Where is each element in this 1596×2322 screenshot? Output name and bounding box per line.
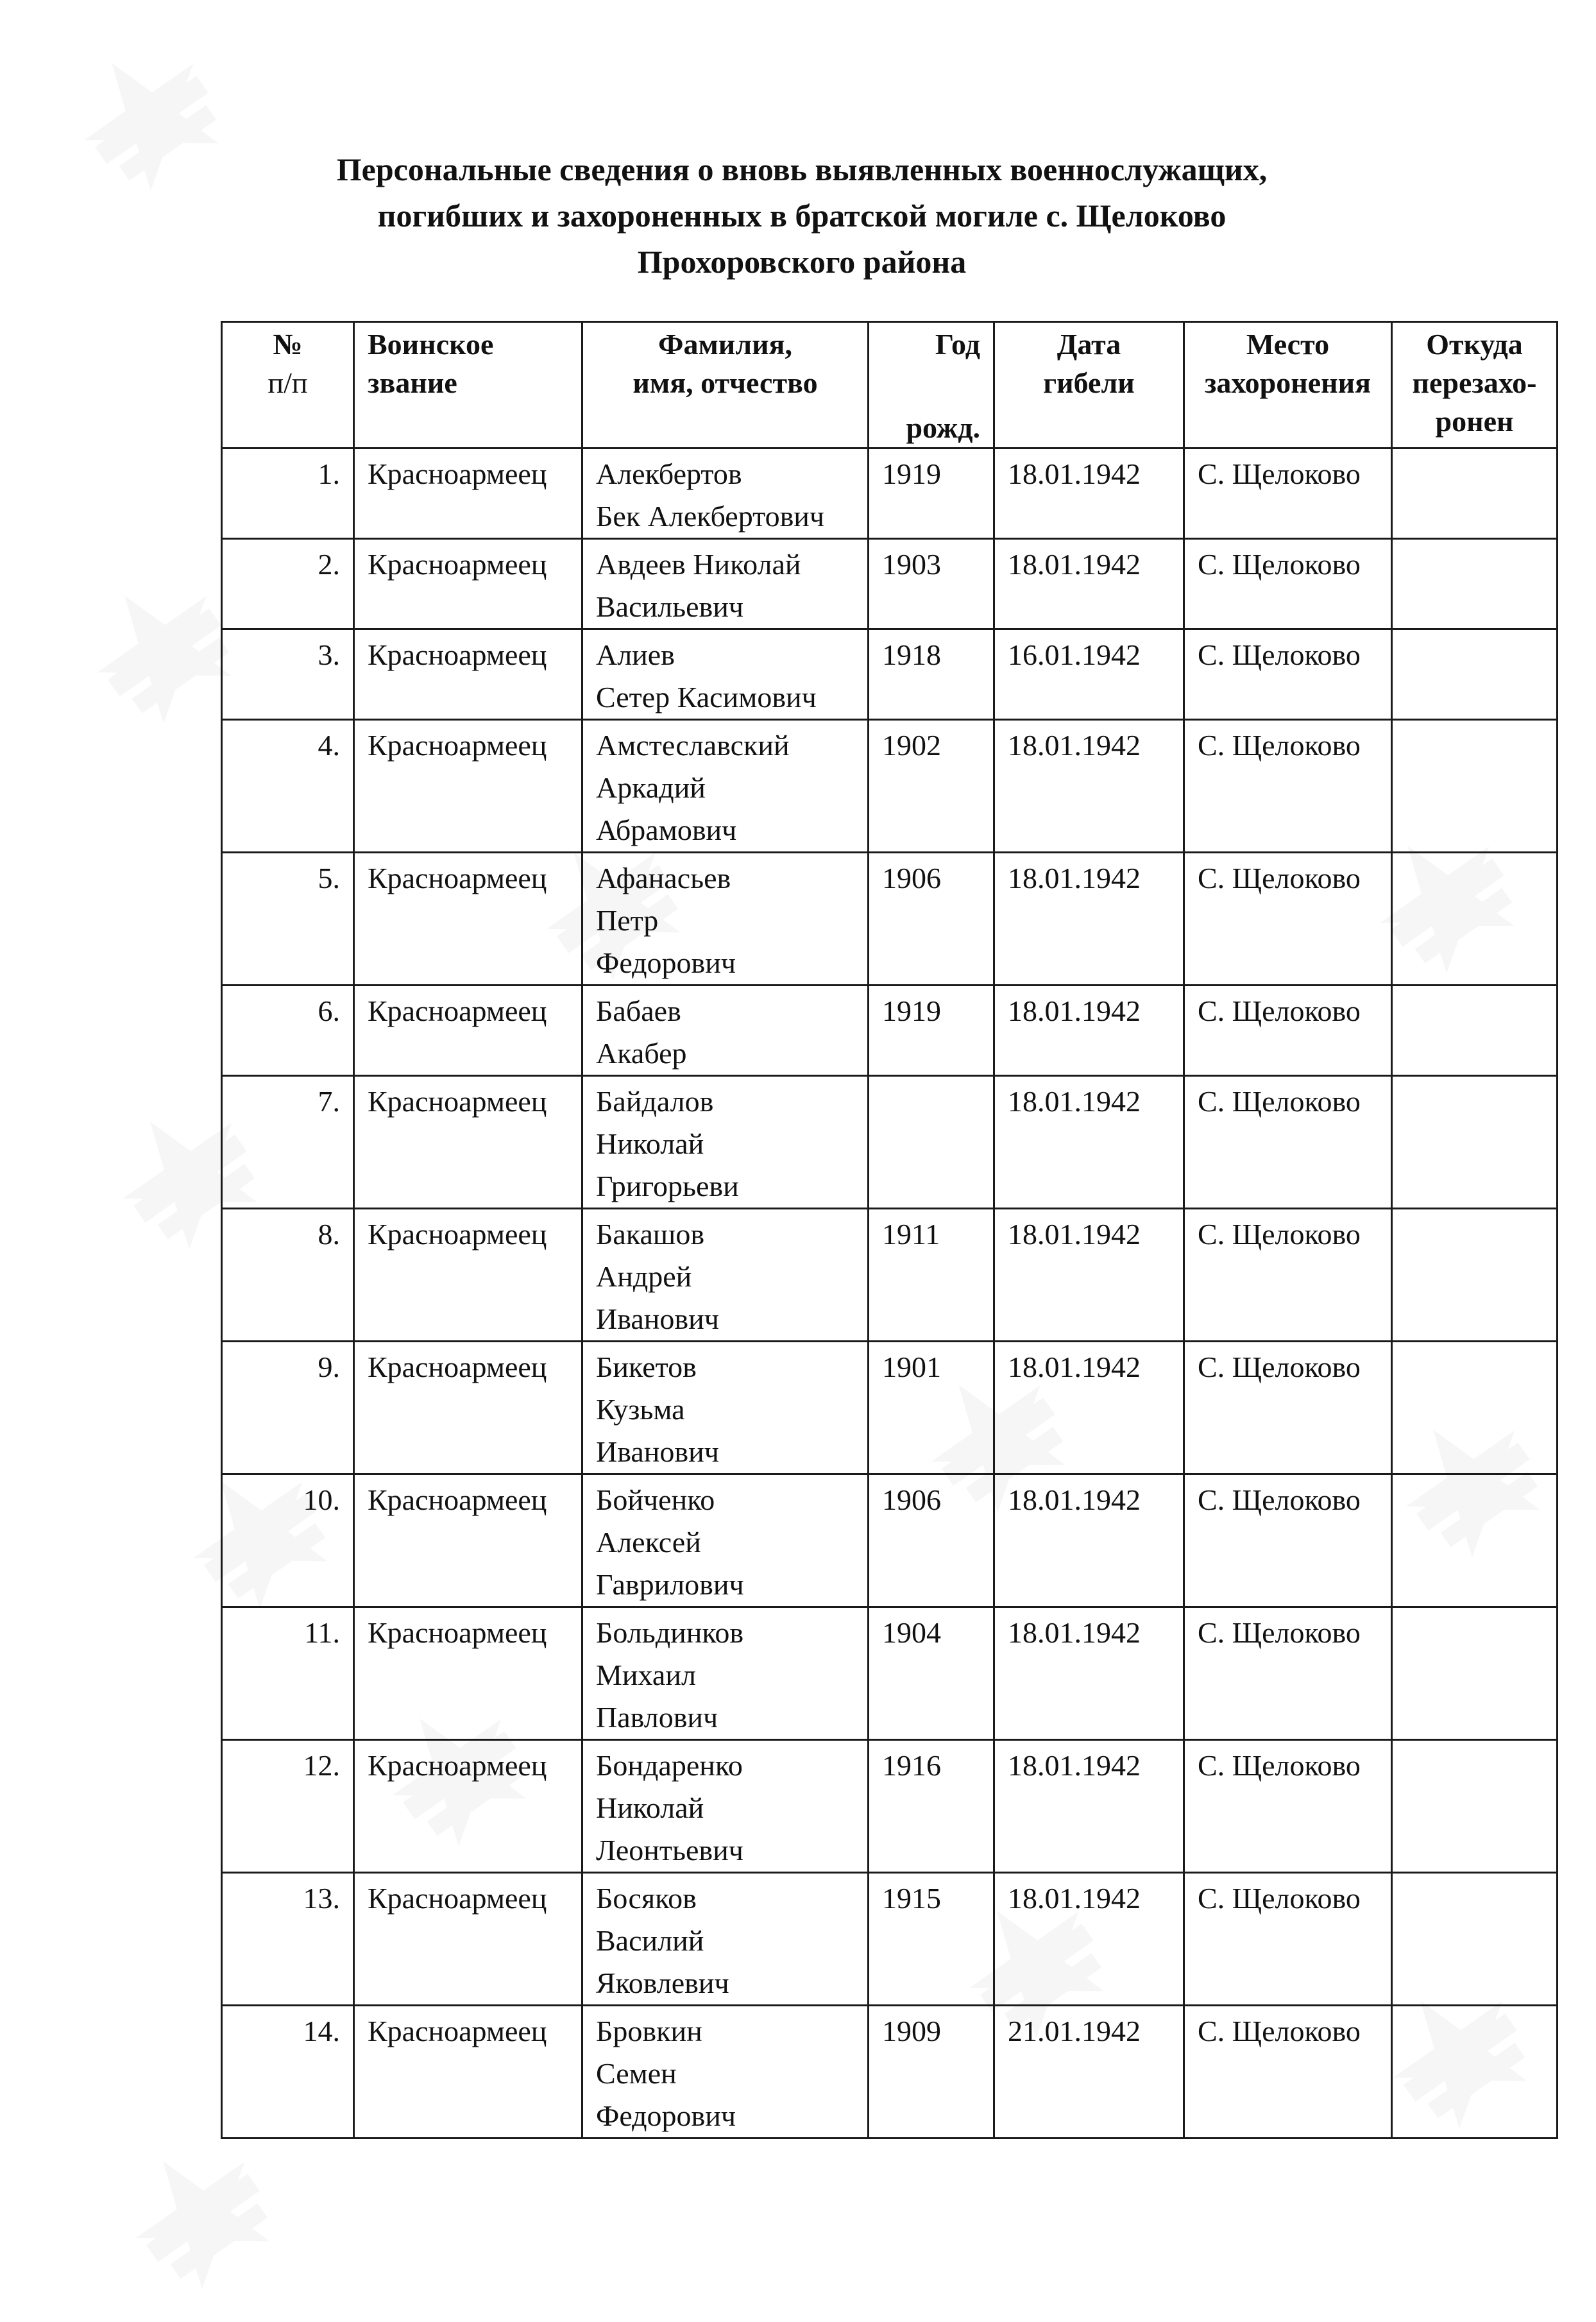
table-row (222, 2006, 1558, 2138)
burial-place: С. Щелоково (1184, 986, 1392, 1076)
name-line: Алексей (596, 1526, 701, 1558)
name-line: Леонтьевич (596, 1834, 743, 1866)
name-line: Федорович (596, 946, 736, 979)
birth-year: 1918 (869, 629, 994, 720)
death-date: 18.01.1942 (994, 986, 1184, 1076)
military-rank: Красноармеец (354, 1342, 582, 1474)
reburied-from (1392, 539, 1558, 629)
soldier-full-name (582, 1607, 869, 1740)
death-date: 18.01.1942 (994, 1474, 1184, 1607)
birth-year: 1919 (869, 986, 994, 1076)
birth-year: 1901 (869, 1342, 994, 1474)
table-row (222, 448, 1558, 539)
name-line: Акабер (596, 1037, 687, 1070)
soldier-full-name (582, 629, 869, 720)
soldier-full-name (582, 1474, 869, 1607)
table-body (222, 448, 1558, 2138)
name-line: Васильевич (596, 590, 743, 623)
burial-place: С. Щелоково (1184, 1209, 1392, 1342)
name-line: Алекбертов (596, 457, 742, 490)
reburied-from (1392, 1342, 1558, 1474)
military-rank: Красноармеец (354, 1474, 582, 1607)
reburied-from (1392, 986, 1558, 1076)
name-line: Больдинков (596, 1616, 744, 1649)
name-line: Бойченко (596, 1483, 715, 1516)
burial-place: С. Щелоково (1184, 1076, 1392, 1209)
name-line: Бабаев (596, 995, 681, 1027)
row-number: 8. (222, 1209, 354, 1342)
birth-year: 1915 (869, 1873, 994, 2006)
name-line: Николай (596, 1791, 704, 1824)
birth-year: 1906 (869, 853, 994, 986)
table-row (222, 853, 1558, 986)
reburied-from (1392, 1474, 1558, 1607)
burial-place: С. Щелоково (1184, 853, 1392, 986)
burial-place: С. Щелоково (1184, 629, 1392, 720)
death-date: 21.01.1942 (994, 2006, 1184, 2138)
soldier-full-name (582, 1873, 869, 2006)
soldier-full-name (582, 986, 869, 1076)
row-number: 7. (222, 1076, 354, 1209)
name-line: Бикетов (596, 1351, 697, 1383)
name-line: Амстеславский (596, 729, 790, 762)
military-rank: Красноармеец (354, 1607, 582, 1740)
name-line: Бек Алекбертович (596, 500, 825, 533)
row-number: 10. (222, 1474, 354, 1607)
burial-place: С. Щелоково (1184, 448, 1392, 539)
name-line: Бондаренко (596, 1749, 743, 1782)
table-row (222, 629, 1558, 720)
title-line-3: Прохоровского района (637, 244, 967, 280)
header-burial-place: Место захоронения (1184, 322, 1392, 448)
death-date: 18.01.1942 (994, 1873, 1184, 2006)
table-row (222, 720, 1558, 853)
burial-roster-table (221, 321, 1558, 2139)
name-line: Иванович (596, 1435, 719, 1468)
reburied-from (1392, 1740, 1558, 1873)
name-line: Павлович (596, 1701, 718, 1734)
birth-year: 1909 (869, 2006, 994, 2138)
row-number: 9. (222, 1342, 354, 1474)
burial-place: С. Щелоково (1184, 1607, 1392, 1740)
name-line: Федорович (596, 2099, 736, 2132)
name-line: Василий (596, 1924, 704, 1957)
death-date: 16.01.1942 (994, 629, 1184, 720)
reburied-from (1392, 629, 1558, 720)
row-number: 4. (222, 720, 354, 853)
table-row (222, 1607, 1558, 1740)
name-line: Яковлевич (596, 1967, 729, 1999)
military-rank: Красноармеец (354, 1209, 582, 1342)
soldier-full-name (582, 720, 869, 853)
burial-place: С. Щелоково (1184, 539, 1392, 629)
reburied-from (1392, 1873, 1558, 2006)
death-date: 18.01.1942 (994, 720, 1184, 853)
military-rank: Красноармеец (354, 986, 582, 1076)
name-line: Семен (596, 2057, 677, 2090)
header-number: № п/п (222, 322, 354, 448)
burial-place: С. Щелоково (1184, 1342, 1392, 1474)
header-death-date: Дата гибели (994, 322, 1184, 448)
burial-place: С. Щелоково (1184, 720, 1392, 853)
death-date: 18.01.1942 (994, 1740, 1184, 1873)
birth-year: 1904 (869, 1607, 994, 1740)
military-rank: Красноармеец (354, 539, 582, 629)
title-line-2: погибших и захороненных в братской могиле с. Щелоково (377, 198, 1227, 234)
memory-star-stamp-icon (99, 2114, 305, 2319)
table-row (222, 1474, 1558, 1607)
reburied-from (1392, 448, 1558, 539)
soldier-full-name (582, 448, 869, 539)
title-line-1: Персональные сведения о вновь выявленных военнослужащих, (336, 151, 1268, 187)
name-line: Петр (596, 904, 659, 937)
row-number: 1. (222, 448, 354, 539)
row-number: 2. (222, 539, 354, 629)
military-rank: Красноармеец (354, 448, 582, 539)
table-row (222, 1740, 1558, 1873)
name-line: Байдалов (596, 1085, 714, 1118)
reburied-from (1392, 1076, 1558, 1209)
row-number: 3. (222, 629, 354, 720)
birth-year: 1902 (869, 720, 994, 853)
reburied-from (1392, 1607, 1558, 1740)
reburied-from (1392, 720, 1558, 853)
row-number: 13. (222, 1873, 354, 2006)
soldier-full-name (582, 1209, 869, 1342)
military-rank: Красноармеец (354, 720, 582, 853)
name-line: Гаврилович (596, 1568, 744, 1601)
death-date: 18.01.1942 (994, 1076, 1184, 1209)
name-line: Иванович (596, 1302, 719, 1335)
reburied-from (1392, 853, 1558, 986)
name-line: Босяков (596, 1882, 697, 1915)
row-number: 12. (222, 1740, 354, 1873)
birth-year: 1916 (869, 1740, 994, 1873)
row-number: 5. (222, 853, 354, 986)
soldier-full-name (582, 1342, 869, 1474)
name-line: Авдеев Николай (596, 548, 801, 581)
reburied-from (1392, 1209, 1558, 1342)
burial-place: С. Щелоково (1184, 1474, 1392, 1607)
name-line: Бакашов (596, 1218, 705, 1251)
name-line: Михаил (596, 1659, 696, 1691)
death-date: 18.01.1942 (994, 1209, 1184, 1342)
table-row (222, 1342, 1558, 1474)
death-date: 18.01.1942 (994, 1607, 1184, 1740)
name-line: Сетер Касимович (596, 681, 817, 713)
row-number: 6. (222, 986, 354, 1076)
document-title (212, 146, 1392, 285)
row-number: 14. (222, 2006, 354, 2138)
burial-place: С. Щелоково (1184, 2006, 1392, 2138)
table-row (222, 986, 1558, 1076)
name-line: Григорьеви (596, 1170, 739, 1202)
military-rank: Красноармеец (354, 1740, 582, 1873)
death-date: 18.01.1942 (994, 539, 1184, 629)
table-row (222, 1076, 1558, 1209)
header-full-name: Фамилия, имя, отчество (582, 322, 869, 448)
name-line: Алиев (596, 638, 675, 671)
name-line: Кузьма (596, 1393, 685, 1426)
header-reburied-from: Откуда перезахо- ронен (1392, 322, 1558, 448)
table-row (222, 1873, 1558, 2006)
soldier-full-name (582, 853, 869, 986)
name-line: Андрей (596, 1260, 692, 1293)
soldier-full-name (582, 2006, 869, 2138)
birth-year: 1903 (869, 539, 994, 629)
birth-year (869, 1076, 994, 1209)
name-line: Афанасьев (596, 862, 731, 894)
name-line: Николай (596, 1127, 704, 1160)
row-number: 11. (222, 1607, 354, 1740)
birth-year: 1919 (869, 448, 994, 539)
soldier-full-name (582, 539, 869, 629)
military-rank: Красноармеец (354, 853, 582, 986)
table-header-row (222, 322, 1558, 448)
military-rank: Красноармеец (354, 629, 582, 720)
birth-year: 1906 (869, 1474, 994, 1607)
name-line: Абрамович (596, 814, 737, 846)
military-rank: Красноармеец (354, 1873, 582, 2006)
name-line: Бровкин (596, 2015, 702, 2047)
header-birth-year: Год рожд. (869, 322, 994, 448)
military-rank: Красноармеец (354, 2006, 582, 2138)
birth-year: 1911 (869, 1209, 994, 1342)
death-date: 18.01.1942 (994, 853, 1184, 986)
table-row (222, 1209, 1558, 1342)
soldier-full-name (582, 1740, 869, 1873)
soldier-full-name (582, 1076, 869, 1209)
reburied-from (1392, 2006, 1558, 2138)
death-date: 18.01.1942 (994, 448, 1184, 539)
header-rank: Воинское звание (354, 322, 582, 448)
table-row (222, 539, 1558, 629)
death-date: 18.01.1942 (994, 1342, 1184, 1474)
burial-place: С. Щелоково (1184, 1740, 1392, 1873)
burial-place: С. Щелоково (1184, 1873, 1392, 2006)
name-line: Аркадий (596, 771, 706, 804)
military-rank: Красноармеец (354, 1076, 582, 1209)
